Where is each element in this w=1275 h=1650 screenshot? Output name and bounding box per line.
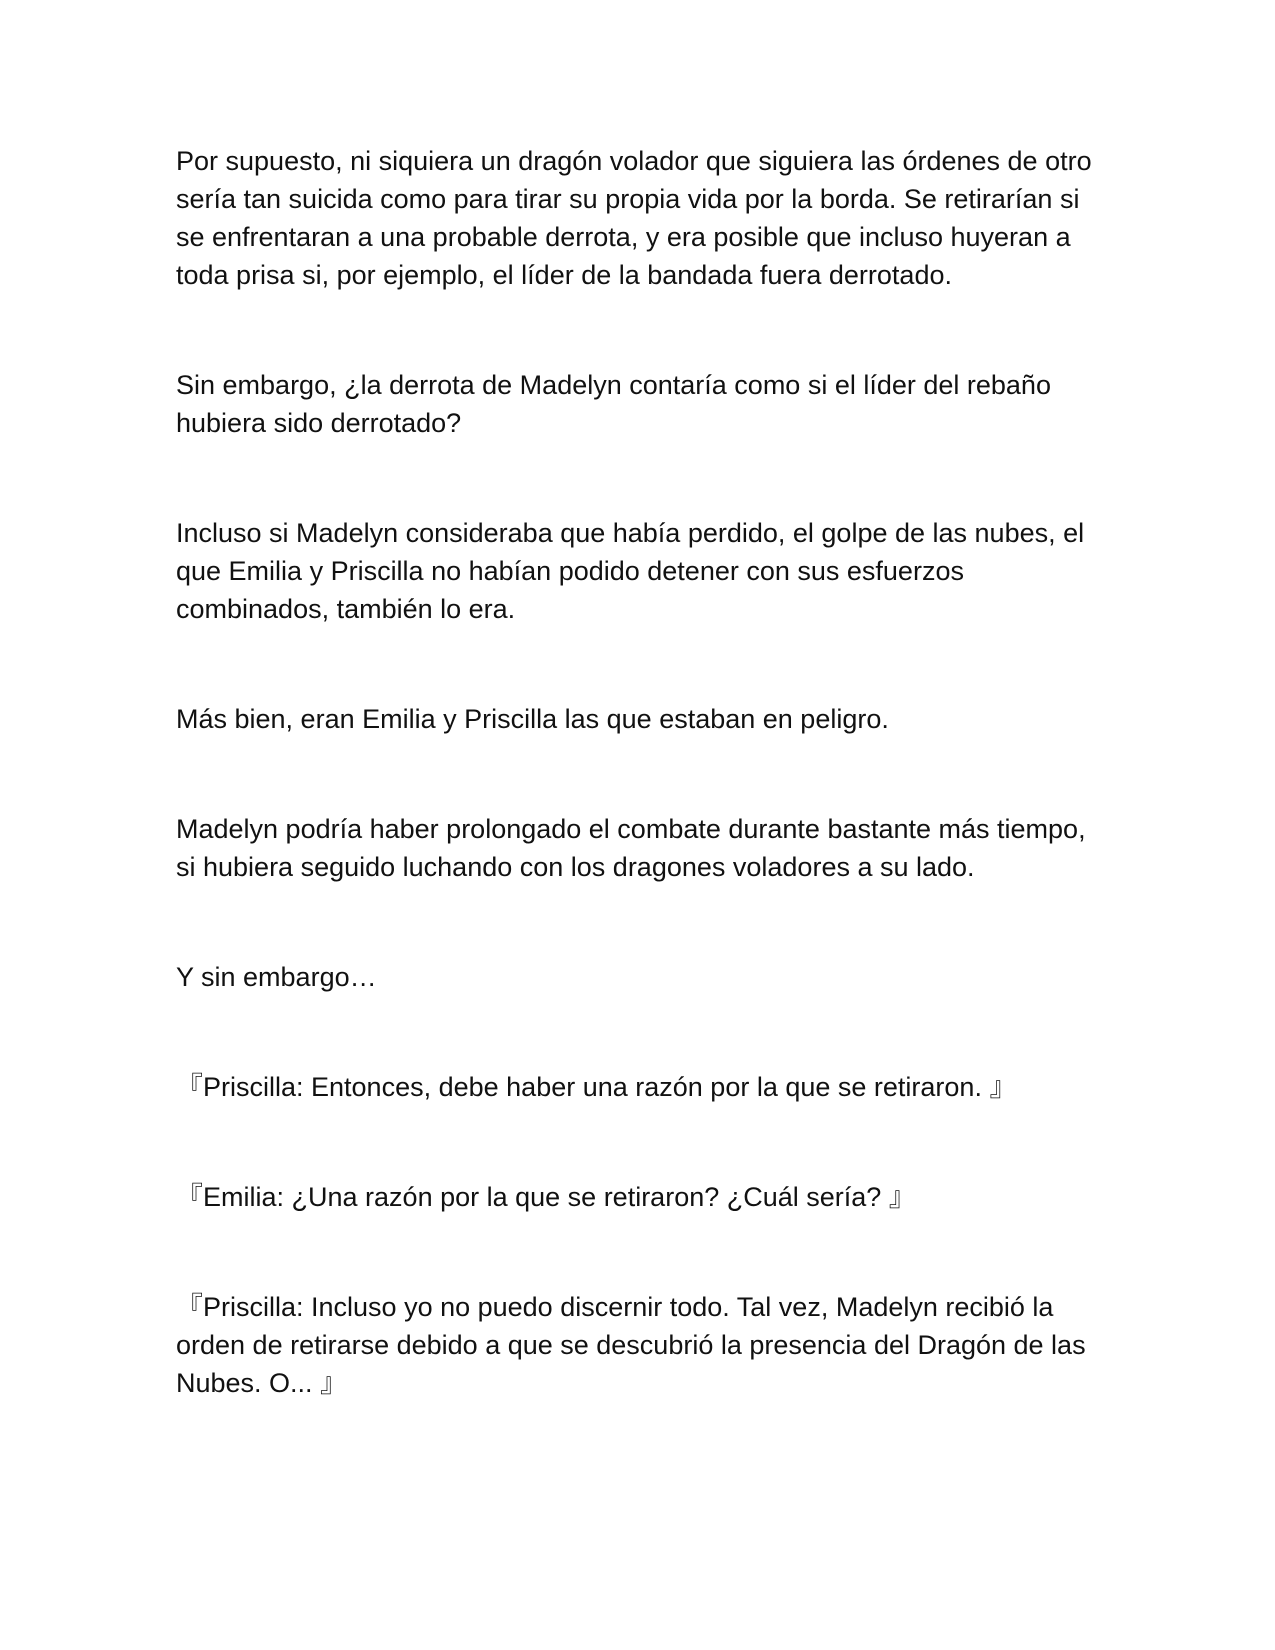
paragraph-4: Más bien, eran Emilia y Priscilla las que estaban en peligro. [176,704,889,734]
paragraph-1: Por supuesto, ni siquiera un dragón volador que siguiera las órdenes de otro sería tan suicida como para tirar su propia vida por la borda. Se retirarían si se enfrentaran a una probable derrota, y era posible que incluso huyeran a toda prisa si, por ejemplo, el líder de la bandada fuera derrotado. [176,146,1100,290]
paragraph-2: Sin embargo, ¿la derrota de Madelyn contaría como si el líder del rebaño hubiera sido derrotado? [176,370,1059,438]
dialogue-line-2: 『Emilia: ¿Una razón por la que se retiraron? ¿Cuál sería? 』 [176,1182,916,1212]
dialogue-line-1: 『Priscilla: Entonces, debe haber una razón por la que se retiraron. 』 [176,1072,1017,1102]
paragraph-5: Madelyn podría haber prolongado el combate durante bastante más tiempo, si hubiera seguido luchando con los dragones voladores a su lado. [176,814,1094,882]
document-body [176,142,1100,1474]
dialogue-line-3: 『Priscilla: Incluso yo no puedo discernir todo. Tal vez, Madelyn recibió la orden de retirarse debido a que se descubrió la presencia del Dragón de las Nubes. O... 』 [176,1292,1094,1398]
paragraph-6: Y sin embargo… [176,962,377,992]
paragraph-3: Incluso si Madelyn consideraba que había perdido, el golpe de las nubes, el que Emilia y Priscilla no habían podido detener con sus esfuerzos combinados, también lo era. [176,518,1092,624]
